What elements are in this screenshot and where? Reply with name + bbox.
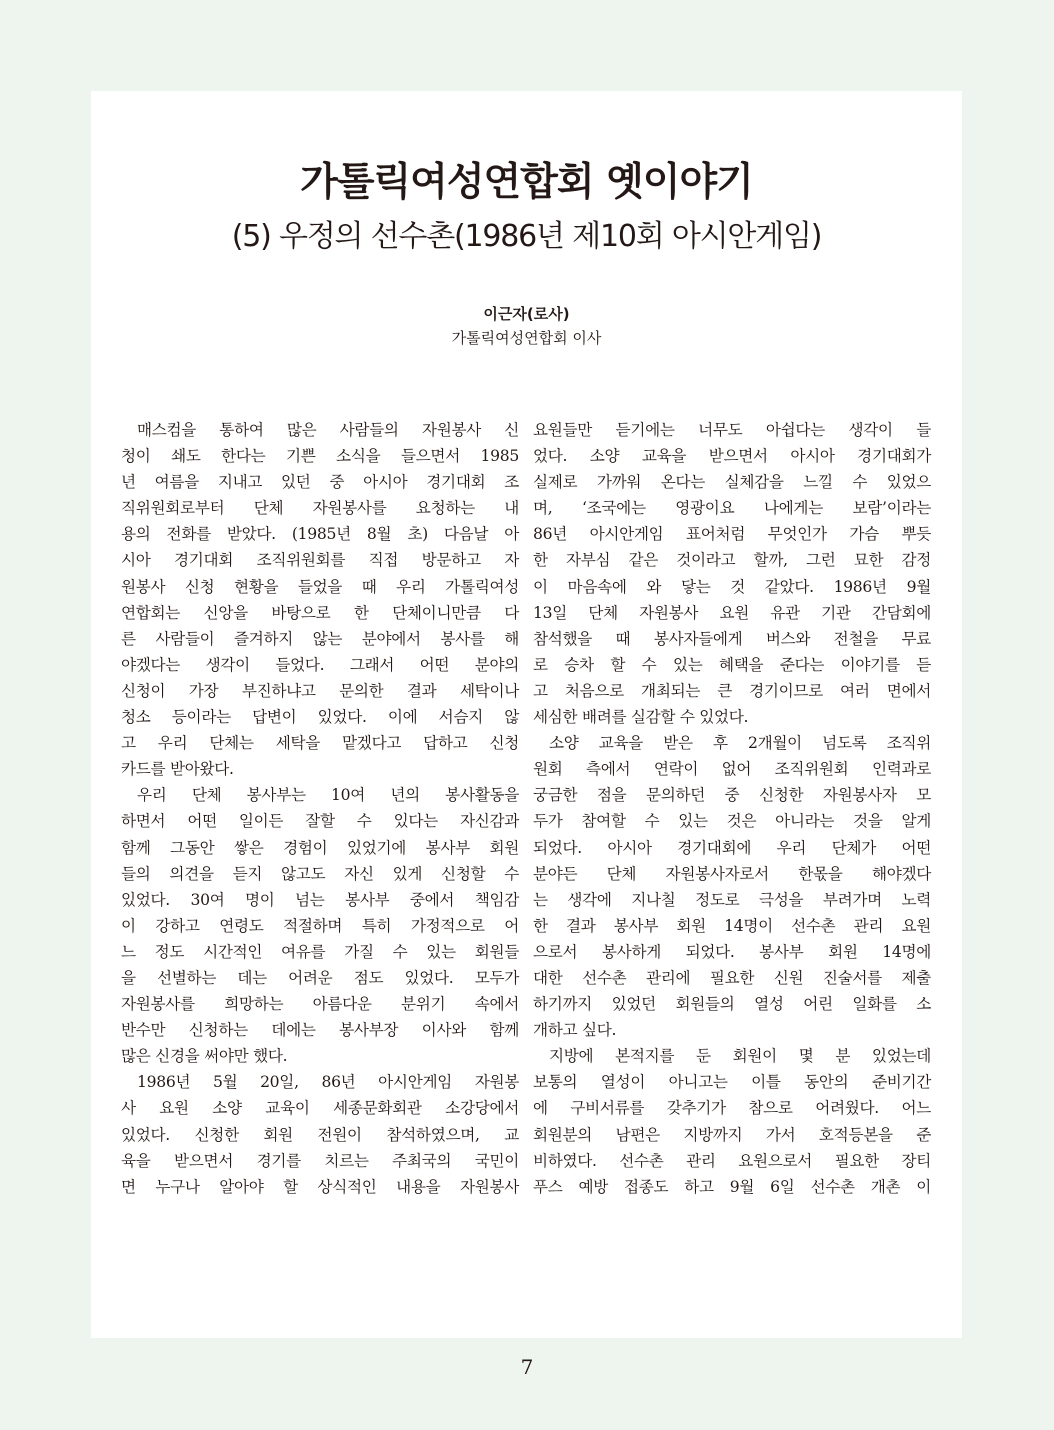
text-line: 궁금한 점을 문의하던 중 신청한 자원봉사자 모 <box>533 786 931 805</box>
text-line: 86년 아시안게임 표어처럼 무엇인가 가슴 뿌듯 <box>533 525 931 544</box>
text-line: 요원들만 듣기에는 너무도 아쉽다는 생각이 들 <box>533 421 931 439</box>
text-line: 이 마음속에 와 닿는 것 같았다. 1986년 9월 <box>533 577 931 596</box>
text-line: 비하였다. 선수촌 관리 요원으로서 필요한 장티 <box>533 1151 931 1170</box>
text-line: 원회 측에서 연락이 없어 조직위원회 인력과로 <box>533 760 931 779</box>
text-line: 며, ‘조국에는 영광이요 나에게는 보람’이라는 <box>533 499 931 518</box>
text-line: 함께 그동안 쌓은 경험이 있었기에 봉사부 회원 <box>121 838 519 857</box>
page-card <box>91 91 962 1338</box>
text-line: 자원봉사를 희망하는 아름다운 분위기 속에서 <box>121 995 519 1014</box>
text-line: 청이 쇄도 한다는 기쁜 소식을 들으면서 1985 <box>121 447 519 466</box>
text-line: 청소 등이라는 답변이 있었다. 이에 서슴지 않 <box>121 708 519 727</box>
text-line: 느 정도 시간적인 여유를 가질 수 있는 회원들 <box>121 942 519 961</box>
text-line: 고 처음으로 개최되는 큰 경기이므로 여러 면에서 <box>533 681 931 700</box>
page-number: 7 <box>520 1355 534 1379</box>
text-line: 참석했을 때 봉사자들에게 버스와 전철을 무료 <box>533 629 931 648</box>
text-line: 실제로 가까워 온다는 실체감을 느낄 수 있었으 <box>533 473 931 492</box>
text-line: 신청이 가장 부진하냐고 문의한 결과 세탁이나 <box>121 681 519 700</box>
author-role: 가톨릭여성연합회 이사 <box>451 329 602 347</box>
text-line: 반수만 신청하는 데에는 봉사부장 이사와 함께 <box>121 1021 519 1040</box>
text-line: 세심한 배려를 실감할 수 있었다. <box>533 708 749 727</box>
text-line: 카드를 받아왔다. <box>121 760 234 779</box>
text-line: 분야든 단체 자원봉사자로서 한몫을 해야겠다 <box>533 864 931 883</box>
text-line: 이 강하고 연령도 적절하며 특히 가정적으로 어 <box>121 916 519 935</box>
text-line: 보통의 열성이 아니고는 이틀 동안의 준비기간 <box>533 1073 931 1092</box>
text-line: 개하고 싶다. <box>533 1021 617 1040</box>
text-line: 우리 단체 봉사부는 10여 년의 봉사활동을 <box>137 786 519 805</box>
text-line: 원봉사 신청 현황을 들었을 때 우리 가톨릭여성 <box>121 577 519 596</box>
text-line: 지방에 본적지를 둔 회원이 몇 분 있었는데 <box>549 1047 931 1066</box>
text-line: 는 생각에 지나칠 정도로 극성을 부려가며 노력 <box>533 890 931 909</box>
text-line: 많은 신경을 써야만 했다. <box>121 1047 288 1066</box>
text-line: 면 누구나 알아야 할 상식적인 내용을 자원봉사 <box>121 1177 519 1196</box>
text-line: 있었다. 신청한 회원 전원이 참석하였으며, 교 <box>121 1125 519 1144</box>
text-line: 13일 단체 자원봉사 요원 유관 기관 간담회에 <box>533 603 931 622</box>
text-line: 야겠다는 생각이 들었다. 그래서 어떤 분야의 <box>121 655 519 674</box>
text-line: 고 우리 단체는 세탁을 맡겠다고 답하고 신청 <box>121 734 519 753</box>
author-name: 이근자(로사) <box>483 305 570 323</box>
text-line: 른 사람들이 즐겨하지 않는 분야에서 봉사를 해 <box>121 629 519 648</box>
text-line: 에 구비서류를 갖추기가 참으로 어려웠다. 어느 <box>533 1099 931 1118</box>
text-line: 로 승차 할 수 있는 혜택을 준다는 이야기를 듣 <box>533 655 931 674</box>
text-line: 1986년 5월 20일, 86년 아시안게임 자원봉 <box>137 1073 519 1092</box>
text-line: 푸스 예방 접종도 하고 9월 6일 선수촌 개촌 이 <box>533 1177 931 1196</box>
text-line: 육을 받으면서 경기를 치르는 주최국의 국민이 <box>121 1151 519 1170</box>
text-line: 연합회는 신앙을 바탕으로 한 단체이니만큼 다 <box>121 603 519 622</box>
text-line: 을 선별하는 데는 어려운 점도 있었다. 모두가 <box>121 968 519 987</box>
text-line: 시아 경기대회 조직위원회를 직접 방문하고 자 <box>121 551 519 570</box>
text-line: 있었다. 30여 명이 넘는 봉사부 중에서 책임감 <box>121 890 519 909</box>
text-line: 하기까지 있었던 회원들의 열성 어린 일화를 소 <box>533 995 931 1014</box>
text-line: 소양 교육을 받은 후 2개월이 넘도록 조직위 <box>549 734 931 753</box>
text-line: 들의 의견을 듣지 않고도 자신 있게 신청할 수 <box>121 864 519 883</box>
text-line: 사 요원 소양 교육이 세종문화회관 소강당에서 <box>121 1099 519 1118</box>
text-line: 년 여름을 지내고 있던 중 아시아 경기대회 조 <box>121 473 519 492</box>
article-subtitle: (5) 우정의 선수촌(1986년 제10회 아시안게임) <box>231 219 822 254</box>
right-text-column <box>533 417 931 1200</box>
text-line: 한 결과 봉사부 회원 14명이 선수촌 관리 요원 <box>533 916 931 935</box>
text-line: 었다. 소양 교육을 받으면서 아시아 경기대회가 <box>533 447 931 466</box>
text-line: 매스컴을 통하여 많은 사람들의 자원봉사 신 <box>137 421 519 439</box>
text-line: 한 자부심 같은 것이라고 할까, 그런 묘한 감정 <box>533 551 931 570</box>
left-text-column <box>121 417 519 1200</box>
text-line: 하면서 어떤 일이든 잘할 수 있다는 자신감과 <box>121 812 519 831</box>
text-line: 으로서 봉사하게 되었다. 봉사부 회원 14명에 <box>533 942 931 961</box>
text-line: 대한 선수촌 관리에 필요한 신원 진술서를 제출 <box>533 968 931 987</box>
article-title: 가톨릭여성연합회 옛이야기 <box>300 160 753 205</box>
text-line: 회원분의 남편은 지방까지 가서 호적등본을 준 <box>533 1125 931 1144</box>
text-line: 되었다. 아시아 경기대회에 우리 단체가 어떤 <box>533 838 931 857</box>
text-line: 두가 참여할 수 있는 것은 아니라는 것을 알게 <box>533 812 931 831</box>
text-line: 용의 전화를 받았다. (1985년 8월 초) 다음날 아 <box>121 525 519 544</box>
text-line: 직위원회로부터 단체 자원봉사를 요청하는 내 <box>121 499 519 518</box>
